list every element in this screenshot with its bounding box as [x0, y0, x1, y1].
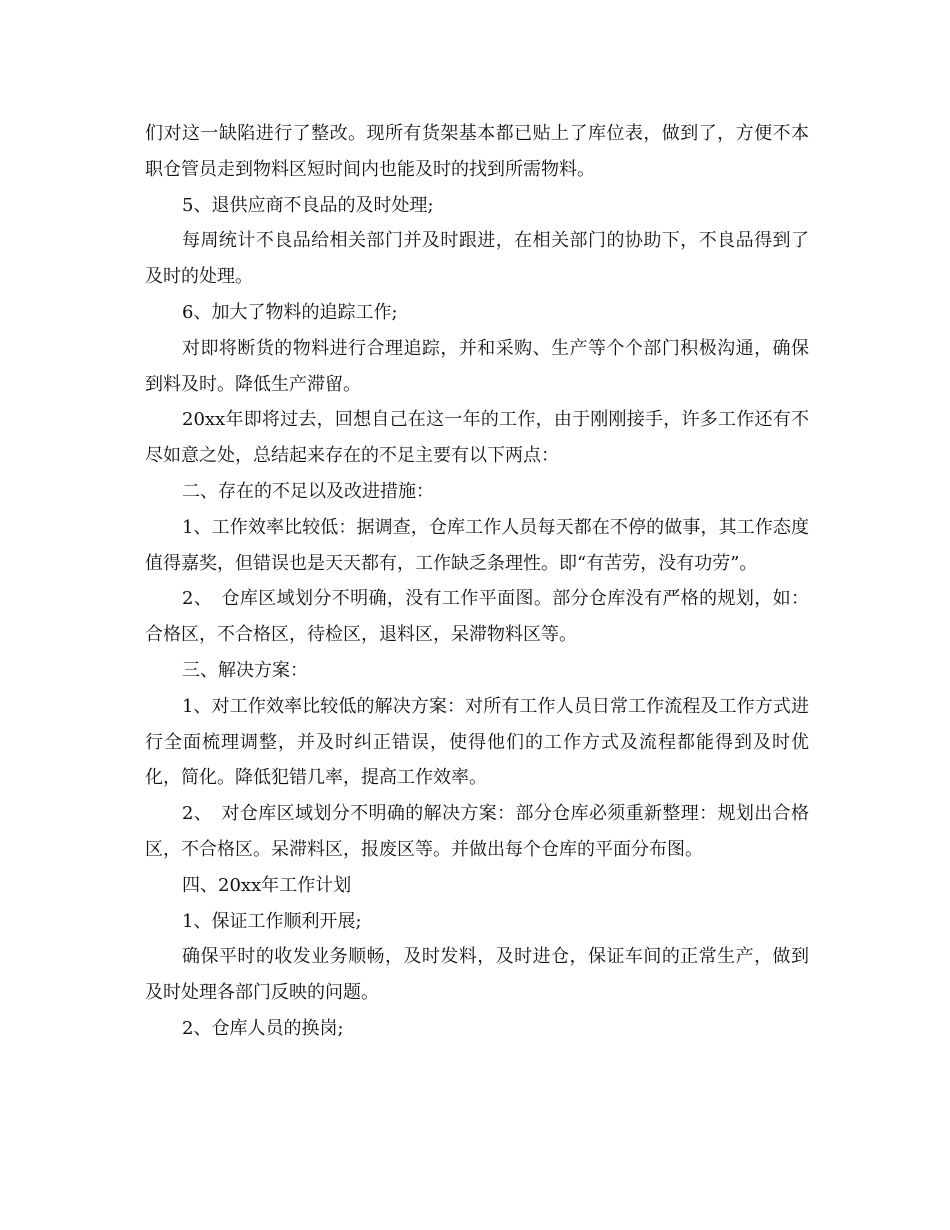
- paragraph-5: 对即将断货的物料进行合理追踪，并和采购、生产等个个部门积极沟通，确保到料及时。降低生产滞留。: [145, 337, 809, 395]
- paragraph-16: 2、仓库人员的换岗;: [182, 1017, 344, 1039]
- section-heading-4: 四、20xx年工作计划: [182, 874, 352, 896]
- paragraph-8: 1、工作效率比较低：据调查，仓库工作人员每天都在不停的做事，其工作态度值得嘉奖，但错误也是天天都有，工作缺乏条理性。即“有苦劳，没有功劳”。: [145, 516, 809, 574]
- paragraph-12: 2、 对仓库区域划分不明确的解决方案：部分仓库必须重新整理：规划出合格区，不合格区。呆滞料区，报废区等。并做出每个仓库的平面分布图。: [145, 803, 809, 860]
- paragraph-14: 1、保证工作顺利开展;: [182, 910, 362, 932]
- paragraph-3: 每周统计不良品给相关部门并及时跟进，在相关部门的协助下，不良品得到了及时的处理。: [145, 230, 809, 288]
- section-heading-3: 三、解决方案：: [182, 659, 308, 681]
- paragraph-11: 1、对工作效率比较低的解决方案：对所有工作人员日常工作流程及工作方式进行全面梳理调整，并及时纠正错误，使得他们的工作方式及流程都能得到及时优化，简化。降低犯错几率，提高工作效率。: [145, 695, 809, 789]
- paragraph-2: 5、退供应商不良品的及时处理;: [182, 194, 434, 216]
- paragraph-15: 确保平时的收发业务顺畅，及时发料，及时进仓，保证车间的正常生产，做到及时处理各部门反映的问题。: [145, 946, 809, 1004]
- paragraph-9: 2、 仓库区域划分不明确，没有工作平面图。部分仓库没有严格的规划，如：合格区，不合格区，待检区，退料区，呆滞物料区等。: [145, 588, 809, 646]
- paragraph-6: 20xx年即将过去，回想自己在这一年的工作，由于刚刚接手，许多工作还有不尽如意之处，总结起来存在的不足主要有以下两点：: [145, 409, 809, 467]
- paragraph-4: 6、加大了物料的追踪工作;: [182, 301, 398, 323]
- paragraph-1: 们对这一缺陷进行了整改。现所有货架基本都已贴上了库位表，做到了，方便不本职仓管员走到物料区短时间内也能及时的找到所需物料。: [145, 123, 809, 180]
- document-body: [145, 116, 809, 1047]
- section-heading-2: 二、存在的不足以及改进措施：: [182, 480, 434, 502]
